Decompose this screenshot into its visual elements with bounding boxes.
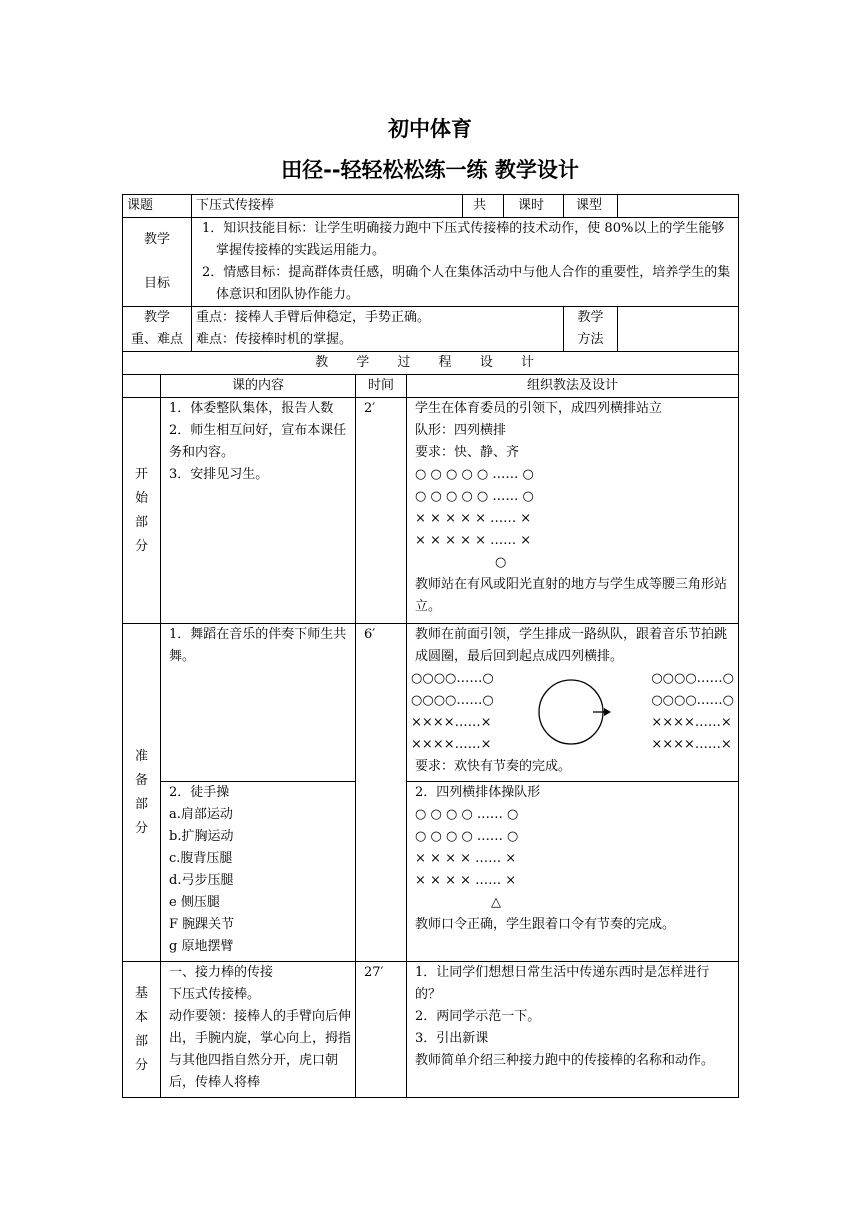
- prep-time: 6′: [356, 624, 407, 962]
- org-title: 2．四列横排体操队形: [415, 785, 541, 800]
- keshi-label: 课时: [504, 195, 564, 218]
- goal-item: 1．知识技能目标：让学生明确接力跑中下压式传接棒的技术动作，使 80%以上的学生能够掌握传接棒的实践运用能力。: [202, 221, 725, 258]
- difficult-point: 难点：传接棒时机的掌握。: [196, 332, 353, 347]
- formation-row: × × × × × …… ×: [415, 533, 532, 548]
- lesson-plan-table: [122, 194, 739, 1098]
- section-label-char: 基: [134, 985, 148, 1001]
- section-label-char: 本: [134, 1009, 148, 1025]
- content-item: 下压式传接棒。: [169, 987, 261, 1002]
- teacher-position: △: [491, 895, 502, 910]
- formation-row: ○ ○ ○ ○ ○ …… ○: [415, 467, 534, 482]
- org-note: 教师站在有风或阳光直射的地方与学生成等腰三角形站立。: [415, 577, 728, 614]
- circle-formation-diagram: [411, 668, 734, 756]
- content-item: 1．舞蹈在音乐的伴奏下师生共舞。: [169, 627, 347, 664]
- process-title: 教 学 过 程 设 计: [123, 352, 739, 375]
- org-intro: 教师在前面引领，学生排成一路纵队，跟着音乐节拍跳成圆圈，最后回到起点成四列横排。: [415, 627, 728, 664]
- section-label-char: 准: [134, 748, 148, 764]
- section-label-char: 部: [134, 514, 148, 530]
- start-section-label: [123, 398, 161, 624]
- formation-row: ○ ○ ○ ○ ○ …… ○: [415, 489, 534, 504]
- focus-label: [123, 307, 192, 352]
- doc-subtitle: 田径--轻轻松松练一练 教学设计: [281, 158, 579, 182]
- basic-content: [161, 962, 356, 1098]
- formation-row: ○ ○ ○ ○ …… ○: [415, 807, 519, 822]
- method-label-bottom: 方法: [577, 332, 604, 347]
- doc-title: 初中体育: [388, 117, 472, 141]
- circle-route-icon: [531, 668, 621, 756]
- focus-content: [192, 307, 564, 352]
- method-label-top: 教学: [577, 310, 604, 325]
- focus-label-top: 教学: [144, 310, 171, 325]
- prep-content-2: [161, 782, 356, 962]
- section-label-char: 备: [134, 772, 148, 788]
- section-label-char: 分: [134, 538, 148, 554]
- focus-label-bottom: 重、难点: [131, 332, 184, 347]
- content-item: e 侧压腿: [169, 895, 220, 910]
- content-item: b.扩胸运动: [169, 829, 234, 844]
- formation-row: ○○○○……○: [651, 693, 735, 708]
- org-line: 3．引出新课: [415, 1031, 489, 1046]
- section-label-char: 分: [134, 820, 148, 836]
- time-header: 时间: [356, 375, 407, 398]
- key-point: 重点：接棒人手臂后伸稳定，手势正确。: [196, 310, 431, 325]
- teacher-position: ○: [495, 555, 507, 570]
- keti-value: 下压式传接棒: [192, 195, 463, 218]
- section-label-char: 开: [134, 466, 148, 482]
- content-item: c.腹背压腿: [169, 851, 233, 866]
- content-item: 一、接力棒的传接: [169, 965, 274, 980]
- basic-section-label: [123, 962, 161, 1098]
- start-content: [161, 398, 356, 624]
- method-label: [564, 307, 618, 352]
- prep-content-1: [161, 624, 356, 782]
- content-item: 动作要领：接棒人的手臂向后伸出，手腕内旋，掌心向上，拇指与其他四指自然分开，虎口朝后，传棒人将棒: [169, 1009, 352, 1090]
- basic-section-row: [123, 962, 739, 1098]
- content-item: a.肩部运动: [169, 807, 233, 822]
- content-item: 3．安排见习生。: [169, 467, 269, 482]
- content-item: 2．徒手操: [169, 785, 230, 800]
- prep-section-label: [123, 624, 161, 962]
- content-item: 1．体委整队集体，报告人数: [169, 401, 334, 416]
- org-requirement: 要求：欢快有节奏的完成。: [415, 759, 572, 774]
- goal-item: 2．情感目标：提高群体责任感，明确个人在集体活动中与他人合作的重要性，培养学生的集体意识和团队协作能力。: [202, 265, 731, 302]
- org-line: 教师简单介绍三种接力跑中的传接棒的名称和动作。: [415, 1053, 715, 1068]
- process-title-row: [123, 352, 739, 375]
- start-formation: [411, 668, 494, 756]
- formation-row: × × × × × …… ×: [415, 511, 532, 526]
- goals-content: [192, 218, 739, 307]
- content-item: d.弓步压腿: [169, 873, 234, 888]
- goals-label-bottom: 目标: [144, 276, 171, 291]
- org-header: 组织教法及设计: [407, 375, 739, 398]
- content-item: g 原地摆臂: [169, 939, 234, 954]
- kexing-value: [618, 195, 739, 218]
- section-label-char: 分: [134, 1057, 148, 1073]
- info-row: [123, 195, 739, 218]
- goals-label-top: 教学: [144, 232, 171, 247]
- org-line: 要求：快、静、齐: [415, 445, 520, 460]
- formation-row: ○○○○……○: [411, 693, 494, 708]
- prep-org-1: [407, 624, 739, 782]
- goals-row: [123, 218, 739, 307]
- focus-row: [123, 307, 739, 352]
- prep-org-2: [407, 782, 739, 962]
- basic-org: [407, 962, 739, 1098]
- end-formation: [651, 668, 734, 756]
- kexing-label: 课型: [564, 195, 618, 218]
- formation-row: ××××……×: [411, 715, 492, 730]
- formation-row: ××××……×: [411, 737, 492, 752]
- start-org: [407, 398, 739, 624]
- prep-section-row-1: [123, 624, 739, 782]
- basic-time: 27′: [356, 962, 407, 1098]
- content-header: 课的内容: [161, 375, 356, 398]
- formation-row: ○○○○……○: [651, 671, 735, 686]
- formation-row: ○○○○……○: [411, 671, 494, 686]
- org-line: 学生在体育委员的引领下，成四列横排站立: [415, 401, 663, 416]
- content-item: 2．师生相互问好，宣布本课任务和内容。: [169, 423, 347, 460]
- goals-label: [123, 218, 192, 307]
- method-value: [618, 307, 739, 352]
- formation-row: ××××……×: [651, 737, 732, 752]
- org-line: 队形：四列横排: [415, 423, 507, 438]
- section-label-char: 部: [134, 1033, 148, 1049]
- section-label-char: 部: [134, 796, 148, 812]
- blank-header: [123, 375, 161, 398]
- formation-row: ○ ○ ○ ○ …… ○: [415, 829, 519, 844]
- formation-row: × × × × …… ×: [415, 851, 517, 866]
- formation-row: × × × × …… ×: [415, 873, 517, 888]
- prep-section-row-2: [123, 782, 739, 962]
- formation-row: ××××……×: [651, 715, 732, 730]
- gong-label: 共: [463, 195, 504, 218]
- org-line: 2．两同学示范一下。: [415, 1009, 541, 1024]
- org-line: 1．让同学们想想日常生活中传递东西时是怎样进行的？: [415, 965, 710, 1002]
- start-time: 2′: [356, 398, 407, 624]
- org-note: 教师口令正确，学生跟着口令有节奏的完成。: [415, 917, 676, 932]
- start-section-row: [123, 398, 739, 624]
- content-item: F 腕踝关节: [169, 917, 235, 932]
- process-header-row: [123, 375, 739, 398]
- keti-label: 课题: [123, 195, 192, 218]
- section-label-char: 始: [134, 490, 148, 506]
